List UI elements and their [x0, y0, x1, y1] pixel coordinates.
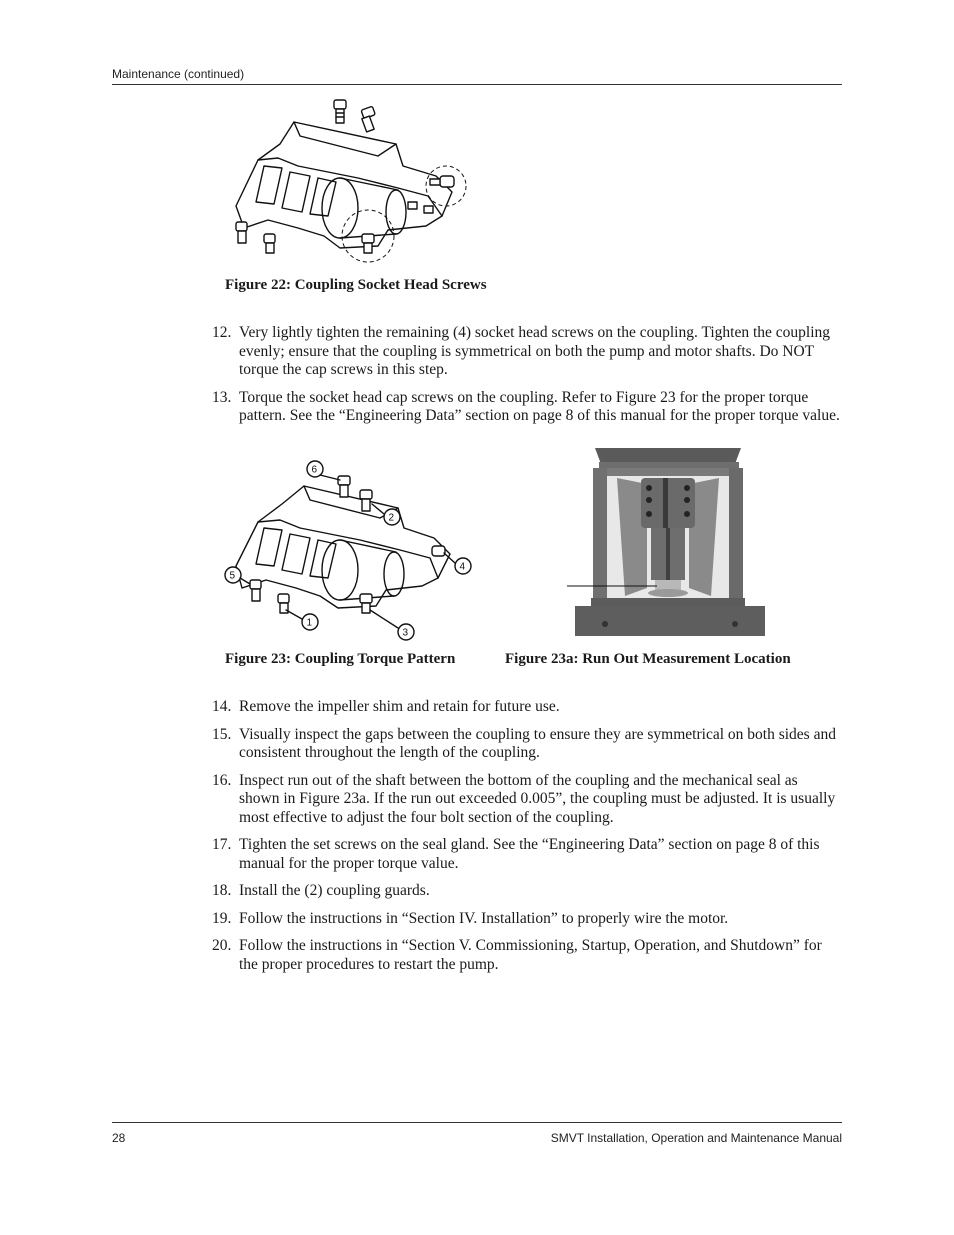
running-head: Maintenance (continued)	[112, 67, 245, 81]
step-text: Visually inspect the gaps between the coupling to ensure they are symmetrical on both sides and consistent throughout the length of the coupling.	[239, 725, 836, 761]
svg-text:3: 3	[402, 627, 409, 639]
screw-bottom-right	[362, 234, 374, 253]
step-text: Inspect run out of the shaft between the bottom of the coupling and the mechanical seal as shown in Figure 23a. If the run out exceeded 0.005”, the coupling must be adjusted. It is usually most effective to adjust the four bolt section of the coupling.	[239, 771, 836, 826]
step-number: 15.	[212, 725, 232, 743]
footer-rule	[112, 1122, 842, 1123]
step-text: Install the (2) coupling guards.	[239, 882, 430, 899]
figure-23a-runout-photo	[565, 448, 765, 636]
list-item	[212, 389, 842, 426]
step-text: Follow the instructions in “Section IV. Installation” to properly wire the motor.	[239, 909, 729, 927]
svg-text:1: 1	[306, 617, 313, 629]
list-item	[212, 836, 842, 873]
list-item	[212, 882, 842, 901]
callout-1	[286, 610, 318, 630]
figure-22-coupling-drawing	[228, 96, 473, 268]
step-text: Follow the instructions in “Section V. Commissioning, Startup, Operation, and Shutdown” for the proper procedures to restart the pump.	[239, 937, 822, 973]
list-item	[212, 324, 842, 380]
step-text: Tighten the set screws on the seal gland. See the “Engineering Data” section on page 8 of this manual for the proper torque value.	[239, 836, 820, 872]
callout-3	[370, 610, 414, 640]
figure-22-caption: Figure 22: Coupling Socket Head Screws	[225, 277, 487, 293]
figure-23-caption: Figure 23: Coupling Torque Pattern	[225, 651, 456, 667]
step-number: 18.	[212, 882, 232, 899]
step-number: 13.	[212, 388, 232, 406]
step-text: Very lightly tighten the remaining (4) socket head screws on the coupling. Tighten the coupling evenly; ensure that the coupling is symmetrical on both the pump and motor shafts. Do NOT torque the cap screws in this step.	[239, 324, 831, 378]
step-number: 14.	[212, 698, 232, 715]
step-number: 20.	[212, 937, 232, 954]
manual-title: SMVT Installation, Operation and Maintenance Manual	[550, 1131, 842, 1145]
step-number: 19.	[212, 909, 232, 927]
screw-top-left	[334, 100, 346, 123]
list-item	[212, 698, 842, 717]
figure-23a-caption: Figure 23a: Run Out Measurement Location	[505, 651, 791, 667]
header-rule	[112, 84, 842, 85]
callout-4	[444, 553, 471, 574]
step-number: 16.	[212, 771, 232, 789]
svg-text:5: 5	[229, 570, 236, 582]
step-number: 17.	[212, 836, 232, 853]
steps-list-b	[212, 698, 842, 983]
step-text: Remove the impeller shim and retain for future use.	[239, 698, 560, 715]
page-number: 28	[112, 1131, 126, 1145]
svg-text:4: 4	[459, 561, 466, 573]
list-item	[212, 910, 842, 929]
step-number: 12.	[212, 324, 232, 341]
list-item	[212, 772, 842, 828]
step-text: Torque the socket head cap screws on the coupling. Refer to Figure 23 for the proper torque pattern. See the “Engineering Data” section on page 8 of this manual for the proper torque value.	[239, 388, 840, 424]
screw-bottom-left	[236, 222, 247, 243]
screw-bottom-mid	[264, 234, 275, 253]
screw-top-right	[361, 106, 375, 132]
list-item	[212, 937, 842, 974]
callout-6	[307, 461, 340, 480]
figure-23-torque-pattern-drawing	[220, 456, 480, 646]
list-item	[212, 726, 842, 763]
svg-text:2: 2	[388, 512, 395, 524]
steps-list-a	[212, 324, 842, 435]
svg-text:6: 6	[311, 464, 318, 476]
